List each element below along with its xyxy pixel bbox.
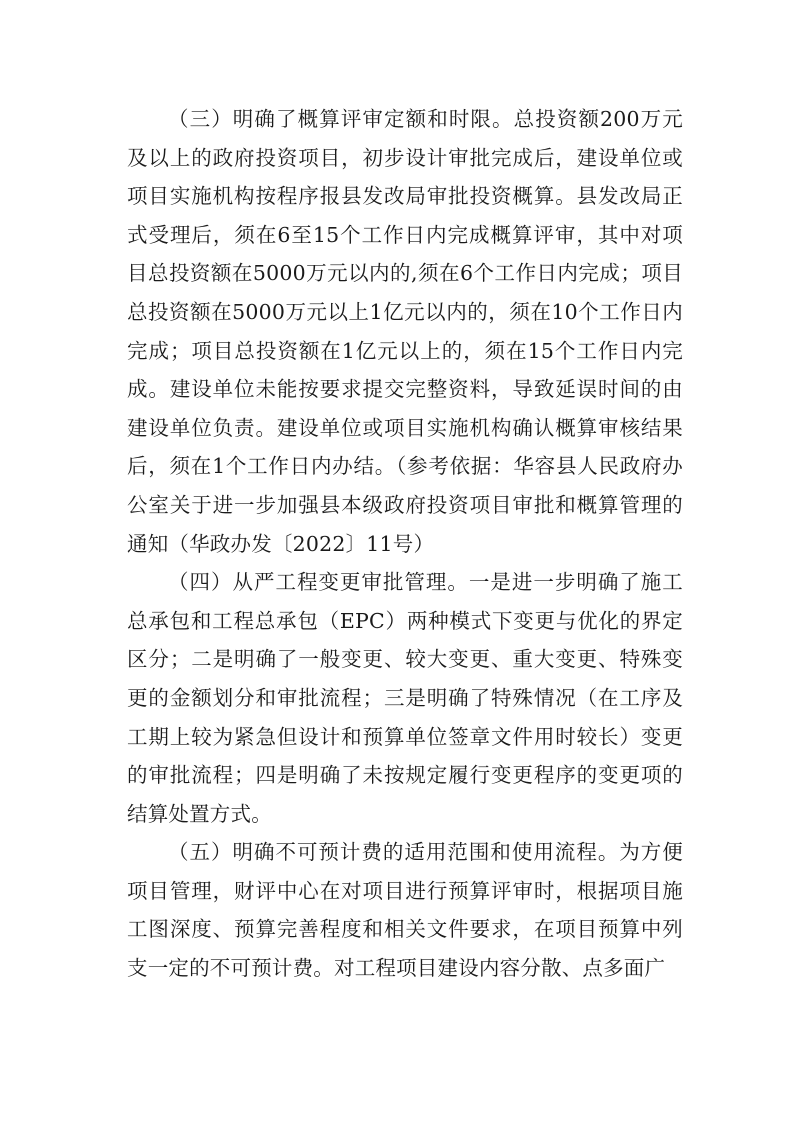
document-body [127, 100, 683, 988]
paragraph-change-approval: （四）从严工程变更审批管理。一是进一步明确了施工总承包和工程总承包（EPC）两种模式下变更与优化的界定区分；二是明确了一般变更、较大变更、重大变更、特殊变更的金额划分和审批流程；三是明确了特殊情况（在工序及工期上较为紧急但设计和预算单位签章文件用时较长）变更的审批流程；四是明确了未按规定履行变更程序的变更项的结算处置方式。 [127, 570, 683, 826]
paragraph-contingency-fee: （五）明确不可预计费的适用范围和使用流程。为方便项目管理，财评中心在对项目进行预算评审时，根据项目施工图深度、预算完善程度和相关文件要求，在项目预算中列支一定的不可预计费。对工程项目建设内容分散、点多面广 [127, 840, 683, 981]
paragraph-concept-budget-review: （三）明确了概算评审定额和时限。总投资额200万元及以上的政府投资项目，初步设计审批完成后，建设单位或项目实施机构按程序报县发改局审批投资概算。县发改局正式受理后，须在6至15个工作日内完成概算评审，其中对项目总投资额在5000万元以内的,须在6个工作日内完成；项目总投资额在5000万元以上1亿元以内的，须在10个工作日内完成；项目总投资额在1亿元以上的，须在15个工作日内完成。建设单位未能按要求提交完整资料，导致延误时间的由建设单位负责。建设单位或项目实施机构确认概算审核结果后，须在1个工作日内办结。（参考依据：华容县人民政府办公室关于进一步加强县本级政府投资项目审批和概算管理的通知（华政办发〔2022〕11号） [127, 107, 683, 556]
